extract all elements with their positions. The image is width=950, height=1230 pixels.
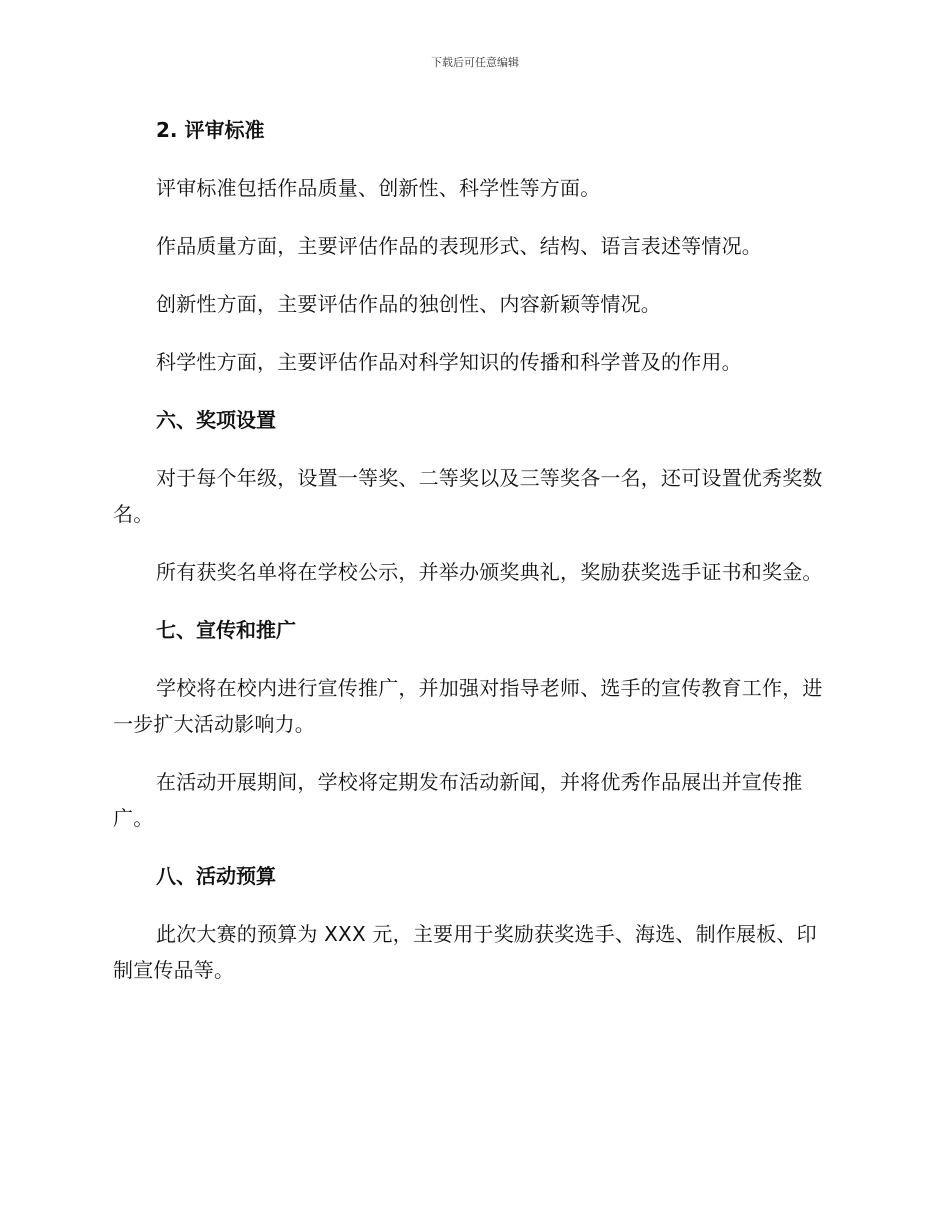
document-body <box>113 112 833 1010</box>
paragraph: 学校将在校内进行宣传推广，并加强对指导老师、选手的宣传教育工作，进一步扩大活动影响力。 <box>113 676 823 736</box>
section-heading-awards: 六、奖项设置 <box>156 408 276 432</box>
paragraph: 创新性方面，主要评估作品的独创性、内容新颖等情况。 <box>156 292 661 316</box>
paragraph: 评审标准包括作品质量、创新性、科学性等方面。 <box>156 176 601 200</box>
paragraph: 所有获奖名单将在学校公示，并举办颁奖典礼，奖励获奖选手证书和奖金。 <box>156 560 823 584</box>
paragraph: 作品质量方面，主要评估作品的表现形式、结构、语言表述等情况。 <box>156 234 762 258</box>
paragraph: 此次大赛的预算为 XXX 元，主要用于奖励获奖选手、海选、制作展板、印制宣传品等。 <box>113 922 817 982</box>
page-header: 下载后可任意编辑 <box>431 56 519 69</box>
section-heading-budget: 八、活动预算 <box>156 864 276 888</box>
paragraph: 在活动开展期间，学校将定期发布活动新闻，并将优秀作品展出并宣传推广。 <box>113 770 803 830</box>
section-heading-review-criteria: 2. 评审标准 <box>156 118 265 142</box>
paragraph: 科学性方面，主要评估作品对科学知识的传播和科学普及的作用。 <box>156 350 742 374</box>
paragraph: 对于每个年级，设置一等奖、二等奖以及三等奖各一名，还可设置优秀奖数名。 <box>113 466 823 526</box>
section-heading-promotion: 七、宣传和推广 <box>156 618 296 642</box>
